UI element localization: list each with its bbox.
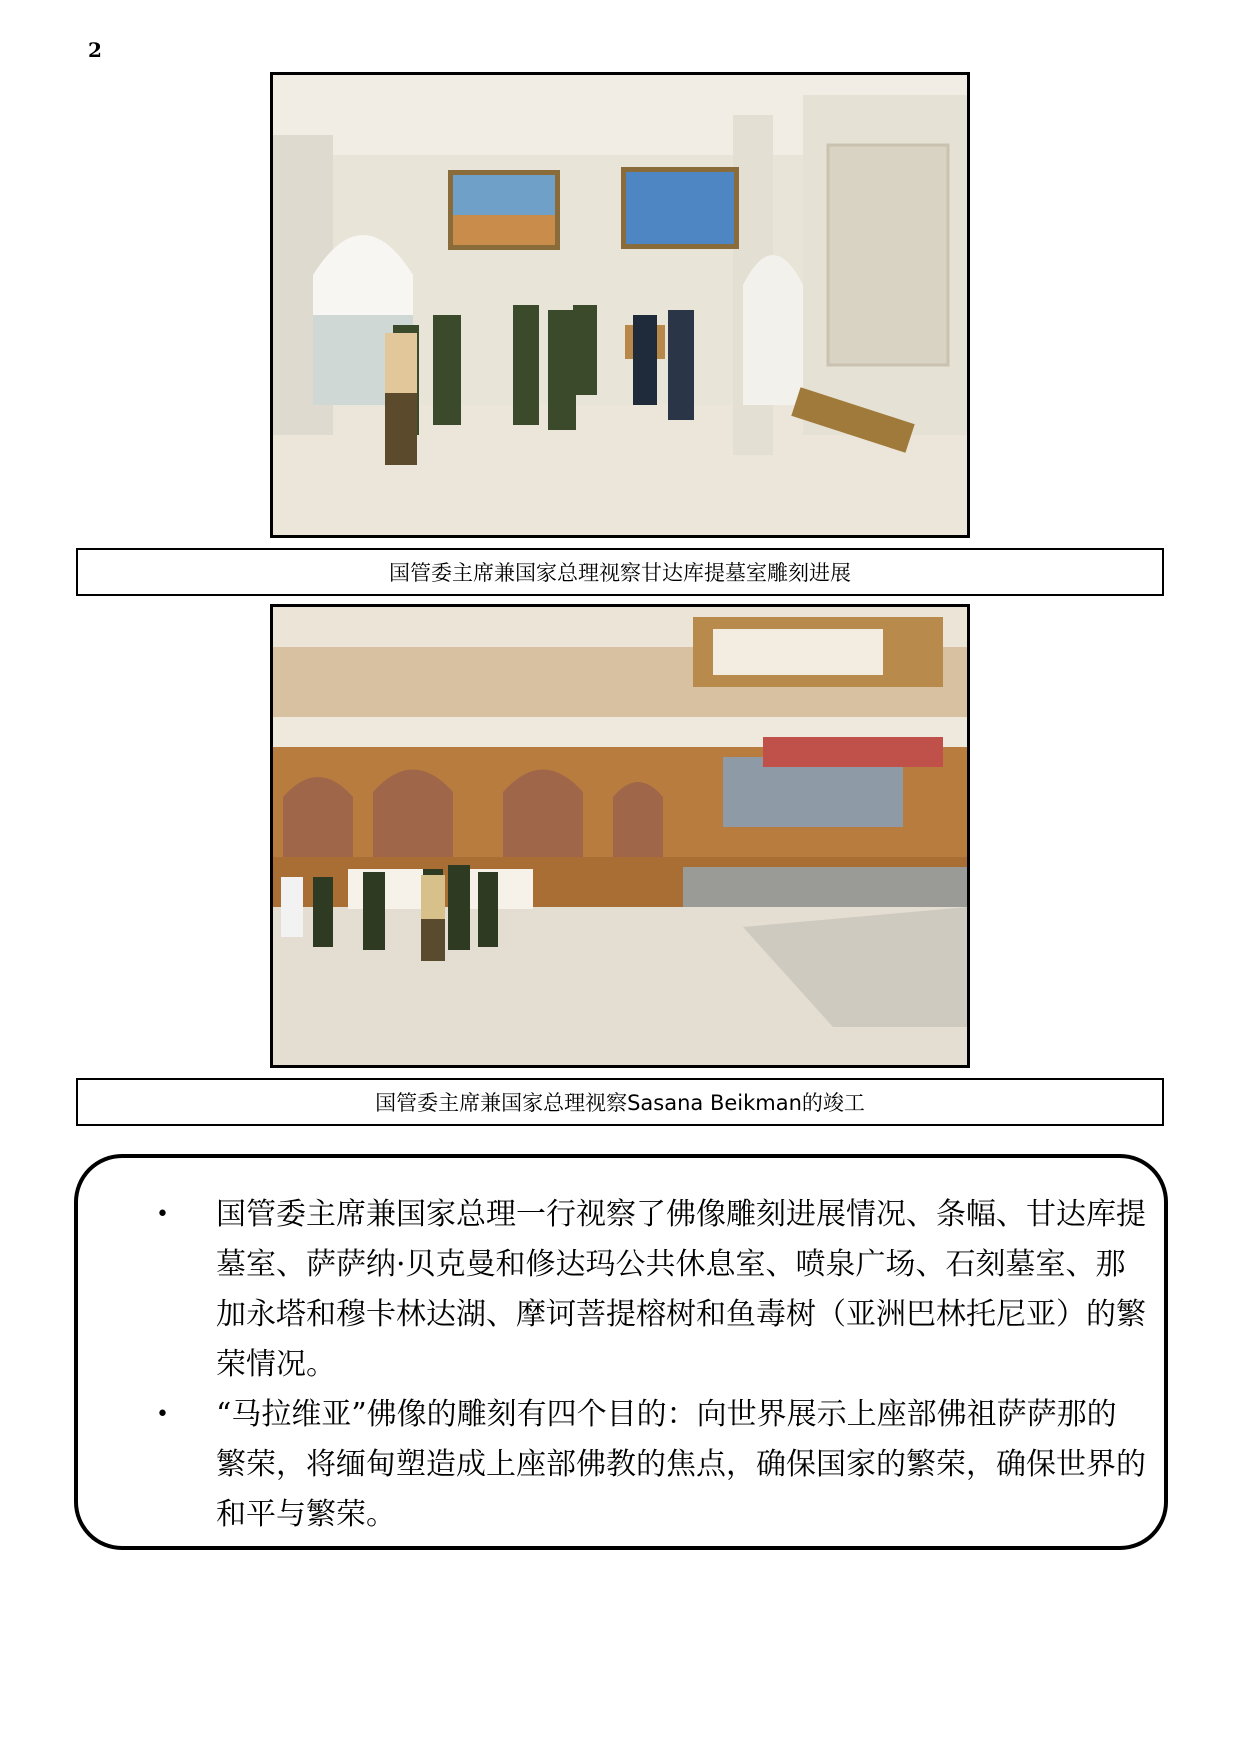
photo-assembly-hall-image — [273, 607, 967, 1065]
photo-caption: 国管委主席兼国家总理视察甘达库提墓室雕刻进展 — [76, 548, 1164, 596]
photo-marble-corridor-image — [273, 75, 967, 535]
bullet-text: 国管委主席兼国家总理一行视察了佛像雕刻进展情况、条幅、甘达库提墓室、萨萨纳·贝克曼和修达玛公共休息室、喷泉广场、石刻墓室、那加永塔和穆卡林达湖、摩诃菩提榕树和鱼毒树（亚洲巴林托尼亚）的繁荣情况。 — [216, 1197, 1146, 1382]
bullet-marker: • — [156, 1402, 169, 1427]
bullet-marker: • — [156, 1202, 169, 1227]
summary-box — [74, 1154, 1168, 1550]
summary-bullet — [136, 1190, 1146, 1390]
photo-assembly-hall — [270, 604, 970, 1068]
photo-marble-corridor — [270, 72, 970, 538]
summary-bullet — [136, 1390, 1146, 1540]
photo-caption: 国管委主席兼国家总理视察Sasana Beikman的竣工 — [76, 1078, 1164, 1126]
bullet-text: “马拉维亚”佛像的雕刻有四个目的：向世界展示上座部佛祖萨萨那的繁荣，将缅甸塑造成上座部佛教的焦点，确保国家的繁荣，确保世界的和平与繁荣。 — [216, 1397, 1146, 1532]
page-number: 2 — [88, 38, 102, 62]
